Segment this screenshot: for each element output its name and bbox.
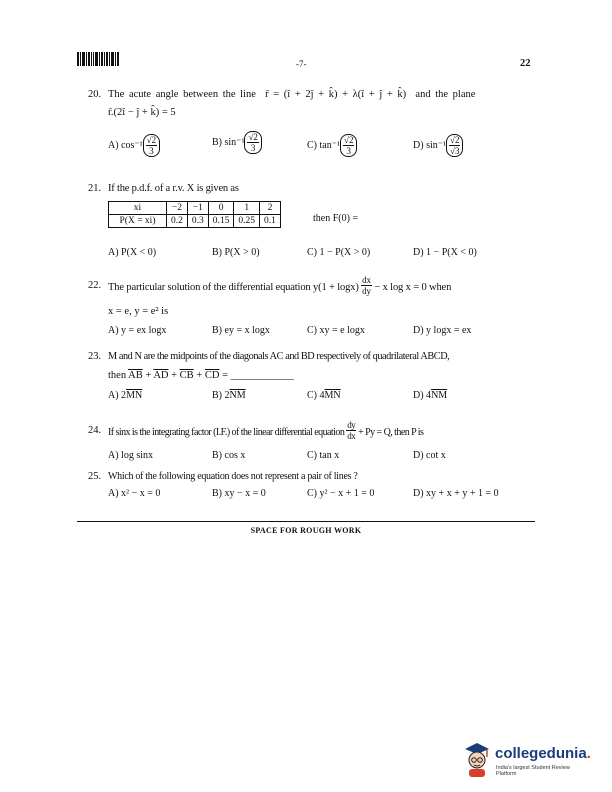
pdf-table — [108, 201, 281, 228]
q22-option-d: D) y logx = ex — [413, 325, 472, 336]
q20-number: 20. — [88, 89, 102, 100]
q21-option-c: C) 1 − P(X > 0) — [307, 247, 371, 258]
q20-option-c: C) tan⁻¹ $\frac{√2}{3}$ — [307, 134, 357, 157]
q25-option-b: B) xy − x = 0 — [212, 488, 266, 499]
q22-condition: x = e, y = e² is — [108, 306, 169, 317]
q24-option-d: D) cot x — [413, 450, 446, 461]
student-mascot-icon — [462, 741, 492, 777]
q23-expression: then $\overline{AB} + \overline{AD} + \overline{CB} + \overline{CD}$ = ____________ — [108, 370, 294, 381]
q24-number: 24. — [88, 425, 102, 436]
q25-number: 25. — [88, 471, 102, 482]
q25-option-c: C) y² − x + 1 = 0 — [307, 488, 375, 499]
q25-option-a: A) x² − x = 0 — [108, 488, 161, 499]
brand-tagline: India's largest Student Review Platform — [496, 765, 570, 777]
q23-number: 23. — [88, 351, 102, 362]
q21-option-b: B) P(X > 0) — [212, 247, 260, 258]
q24-text: If sinx is the integrating factor (I.F.) of the linear differential equation $\frac{dy}{dx}$ + Py = Q, then P is — [108, 420, 424, 441]
q20-option-b: B) sin⁻¹ $\frac{√2}{3}$ — [212, 131, 262, 154]
q21-option-a: A) P(X < 0) — [108, 247, 157, 258]
q23-option-a: A) $2\overline{MN}$ — [108, 390, 143, 401]
q21-then: then F(0) = — [313, 213, 359, 224]
q22-text: The particular solution of the differential equation y(1 + logx) $\frac{dx}{dy}$ − x log x = 0 when — [108, 275, 452, 296]
divider — [77, 521, 535, 522]
q23-option-d: D) $4\overline{NM}$ — [413, 390, 448, 401]
q23-option-b: B) $2\overline{NM}$ — [212, 390, 246, 401]
q24-option-c: C) tan x — [307, 450, 340, 461]
q20-plane-eq: r̄.(2î − ĵ + k̂) = 5 — [108, 107, 176, 118]
q20-option-d: D) sin⁻¹ $\frac{√2}{√3}$ — [413, 134, 463, 157]
q25-option-d: D) xy + x + y + 1 = 0 — [413, 488, 499, 499]
q21-option-d: D) 1 − P(X < 0) — [413, 247, 477, 258]
q22-option-b: B) ey = x logx — [212, 325, 270, 336]
q21-number: 21. — [88, 183, 102, 194]
brand-name: collegedunia. — [495, 745, 591, 762]
q22-number: 22. — [88, 280, 102, 291]
q20-option-a: A) cos⁻¹ $\frac{√2}{3}$ — [108, 134, 160, 157]
q22-option-c: C) xy = e logx — [307, 325, 365, 336]
table-row: P(X = xi) 0.2 0.3 0.15 0.25 0.1 — [109, 215, 281, 228]
q20-text: The acute angle between the line r̄ = (î + 2ĵ + k̂) + λ(î + ĵ + k̂) and the plane — [108, 89, 476, 100]
page-marker: -7- — [296, 59, 307, 69]
q23-text: M and N are the midpoints of the diagonals AC and BD respectively of quadrilateral ABCD, — [108, 351, 450, 362]
q24-option-b: B) cos x — [212, 450, 246, 461]
table-row: xi −2 −1 0 1 2 — [109, 202, 281, 215]
q24-option-a: A) log sinx — [108, 450, 153, 461]
rough-work-label: SPACE FOR ROUGH WORK — [250, 526, 362, 535]
q22-option-a: A) y = ex logx — [108, 325, 167, 336]
collegedunia-logo — [462, 741, 591, 781]
barcode — [77, 52, 121, 66]
page-number: 22 — [520, 58, 531, 69]
q20-line-eq: r̄ = (î + 2ĵ + k̂) + λ(î + ĵ + k̂) — [265, 89, 407, 100]
q21-text: If the p.d.f. of a r.v. X is given as — [108, 183, 239, 194]
q25-text: Which of the following equation does not represent a pair of lines ? — [108, 471, 358, 482]
q23-option-c: C) $4\overline{MN}$ — [307, 390, 341, 401]
